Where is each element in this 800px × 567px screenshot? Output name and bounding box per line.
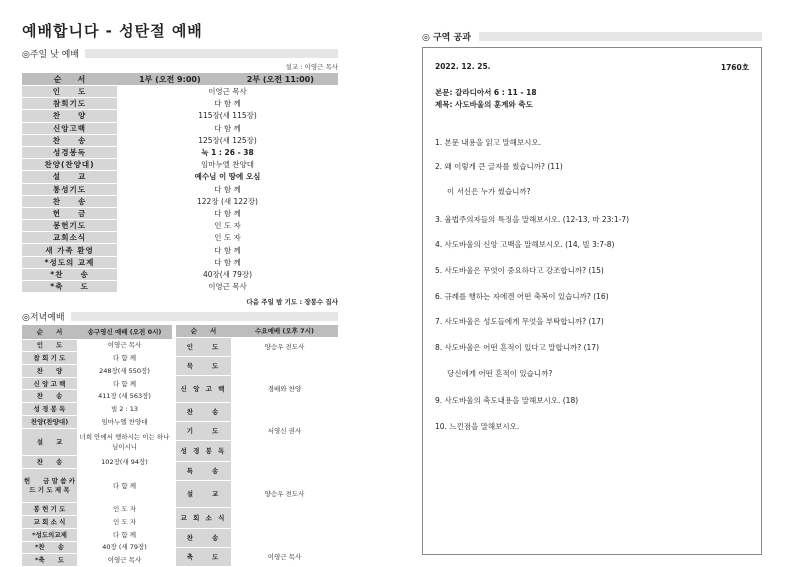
table-row xyxy=(176,481,338,508)
col-second: 2부 (오전 11:00) xyxy=(223,73,338,86)
table-row xyxy=(22,122,338,134)
section-bar xyxy=(71,312,338,321)
table-row xyxy=(22,268,338,280)
order-label: 교 회 소 식 xyxy=(22,516,77,529)
table-header-row xyxy=(176,325,338,338)
table-row xyxy=(176,403,338,422)
table-row xyxy=(22,195,338,207)
order-label: *성도의교제 xyxy=(22,528,77,541)
table-row xyxy=(22,232,338,244)
order-value: 다 함 께 xyxy=(117,183,338,195)
lesson-date: 2022. 12. 25. xyxy=(435,62,491,71)
question-item: 5. 사도바울은 무엇이 중요하다고 강조합니까? (15) xyxy=(435,266,604,275)
table-row xyxy=(22,528,172,541)
order-label: 성 경 봉 독 xyxy=(22,403,77,416)
order-value: 115장(새 115장) xyxy=(117,110,338,122)
question-item: 7. 사도바울은 성도들에게 무엇을 부탁합니까? (17) xyxy=(435,317,604,326)
order-value xyxy=(231,403,338,422)
order-value: 눅 1 : 26 - 38 xyxy=(117,146,338,158)
table-row xyxy=(22,415,172,428)
order-label: 특 송 xyxy=(176,462,231,481)
table-row xyxy=(22,256,338,268)
order-value: 40장(새 79장) xyxy=(117,268,338,280)
order-value: 예수님 이 땅에 오심 xyxy=(117,171,338,183)
table-row xyxy=(22,516,172,529)
lesson-subject: 제목: 사도바울의 훈계와 축도 xyxy=(435,100,533,109)
section-bar xyxy=(85,49,338,58)
evening-section-header xyxy=(22,310,338,323)
table-row xyxy=(22,86,338,98)
lesson-box xyxy=(422,47,762,555)
order-label: 묵 도 xyxy=(176,357,231,376)
table-row xyxy=(22,541,172,554)
table-row xyxy=(22,456,172,469)
table-header-row xyxy=(22,325,172,339)
order-label: 교회소식 xyxy=(22,232,117,244)
order-value: 다 함 께 xyxy=(77,469,172,503)
table-row xyxy=(22,207,338,219)
order-label: 신 앙 고 백 xyxy=(176,376,231,403)
order-value: 102장(새 94장) xyxy=(77,456,172,469)
order-value xyxy=(231,529,338,548)
issue-number: 1760호 xyxy=(720,63,749,72)
order-label: 통성기도 xyxy=(22,183,117,195)
table-row xyxy=(22,244,338,256)
order-value: 다 함 께 xyxy=(117,244,338,256)
order-value: 경배와 찬양 xyxy=(231,376,338,403)
order-label: *찬 송 xyxy=(22,268,117,280)
lesson-title: ◎ 구역 공과 xyxy=(422,33,471,43)
order-label: 찬 송 xyxy=(22,195,117,207)
order-value: 이영근 목사 xyxy=(77,339,172,352)
table-row xyxy=(22,134,338,146)
order-label: 인 도 xyxy=(22,86,117,98)
order-value: 인 도 자 xyxy=(77,516,172,529)
order-label: 봉헌기도 xyxy=(22,220,117,232)
order-value xyxy=(231,508,338,529)
table-header-row xyxy=(22,73,338,86)
order-value xyxy=(231,462,338,481)
table-row xyxy=(22,469,172,503)
table-row xyxy=(22,281,338,293)
order-label: 찬 송 xyxy=(176,529,231,548)
table-row xyxy=(22,377,172,390)
lesson-passage xyxy=(435,87,749,111)
order-value: 248장(새 550장) xyxy=(77,365,172,378)
order-label: 찬 양 xyxy=(22,365,77,378)
order-value: 빌 2 : 13 xyxy=(77,403,172,416)
order-value xyxy=(231,441,338,462)
question-item: 8. 사도바울은 어떤 흔적이 있다고 말합니까? (17) xyxy=(435,343,600,352)
order-value: 다 함 께 xyxy=(117,256,338,268)
table-row xyxy=(22,220,338,232)
order-label: 찬양(찬양대) xyxy=(22,159,117,171)
col-order: 순 서 xyxy=(22,73,117,86)
col-first: 1부 (오전 9:00) xyxy=(117,73,223,86)
question-item: 1. 본문 내용을 읽고 말해보시오. xyxy=(435,138,542,147)
order-label: 찬 송 xyxy=(22,456,77,469)
order-value: 다 함 께 xyxy=(77,528,172,541)
lesson-section-header xyxy=(422,30,762,43)
order-label: 설 교 xyxy=(22,171,117,183)
table-row xyxy=(176,508,338,529)
question-item: 당신에게 어떤 흔적이 있습니까? xyxy=(447,369,553,378)
question-item: 10. 느낀점을 말해보시오. xyxy=(435,422,520,431)
order-label: 참 회 기 도 xyxy=(22,352,77,365)
order-value: 임마누엘 찬양대 xyxy=(117,159,338,171)
table-row xyxy=(22,98,338,110)
order-label: 새 가족 환영 xyxy=(22,244,117,256)
order-value: 이영근 목사 xyxy=(117,281,338,293)
morning-service-table xyxy=(22,73,338,293)
morning-section-header xyxy=(22,47,338,60)
order-value: 이영근 목사 xyxy=(117,86,338,98)
order-label: *성도의 교제 xyxy=(22,256,117,268)
order-label: *축 도 xyxy=(22,281,117,293)
order-label: 교 회 소 식 xyxy=(176,508,231,529)
order-label: 설 교 xyxy=(176,481,231,508)
table-row xyxy=(22,428,172,456)
lesson-header xyxy=(435,62,749,73)
order-label: 찬양(찬양대) xyxy=(22,415,77,428)
order-value: 너희 안에서 행하시는 이는 하나님이시니 xyxy=(77,428,172,456)
order-label: 찬 송 xyxy=(22,390,77,403)
order-label: 신 앙 고 백 xyxy=(22,377,77,390)
order-label: 성경봉독 xyxy=(22,146,117,158)
scripture-text: 본문: 갈라디아서 6 : 11 - 18 xyxy=(435,88,537,97)
section-bar xyxy=(479,32,762,41)
order-value: 양승우 전도사 xyxy=(231,481,338,508)
order-value: 다 함 께 xyxy=(77,377,172,390)
question-item: 이 서신은 누가 썼습니까? xyxy=(447,187,531,196)
order-label: 찬 양 xyxy=(22,110,117,122)
order-value: 122장 (새 122장) xyxy=(117,195,338,207)
table-row xyxy=(22,110,338,122)
order-label: 인 도 xyxy=(176,338,231,357)
col-service: 수요예배 (오후 7시) xyxy=(231,325,338,338)
question-item: 3. 율법주의자들의 특징을 말해보시오. (12-13, 마 23:1-7) xyxy=(435,215,630,224)
table-row xyxy=(176,376,338,403)
table-row xyxy=(22,352,172,365)
table-row xyxy=(22,365,172,378)
order-value: 이영근 목사 xyxy=(231,548,338,567)
order-label: 축 도 xyxy=(176,548,231,567)
left-page xyxy=(22,20,338,567)
right-page xyxy=(422,30,762,555)
question-item: 6. 규례를 행하는 자에겐 어떤 축복이 있습니까? (16) xyxy=(435,292,609,301)
order-value: 인 도 자 xyxy=(117,232,338,244)
table-row xyxy=(176,441,338,462)
table-row xyxy=(176,462,338,481)
order-label: *찬 송 xyxy=(22,541,77,554)
table-row xyxy=(176,529,338,548)
col-order: 순 서 xyxy=(22,325,77,339)
table-row xyxy=(22,171,338,183)
question-item: 9. 사도바울의 축도내용을 말해보시오. (18) xyxy=(435,396,579,405)
table-row xyxy=(176,357,338,376)
next-prayer-line: 다음 주일 밤 기도 : 장봉수 집사 xyxy=(246,298,338,307)
order-label: 봉 헌 기 도 xyxy=(22,503,77,516)
order-label: 설 교 xyxy=(22,428,77,456)
morning-section-label: ◎주일 낮 예배 xyxy=(22,50,80,60)
order-value: 40장 (새 79장) xyxy=(77,541,172,554)
table-row xyxy=(22,554,172,567)
order-value: 다 함 께 xyxy=(117,98,338,110)
table-row xyxy=(22,183,338,195)
order-label: 헌 금 xyxy=(22,207,117,219)
question-item: 2. 왜 이렇게 큰 글자를 썼습니까? (11) xyxy=(435,162,563,171)
evening-section-label: ◎저녁예배 xyxy=(22,313,65,324)
order-value: 임마누엘 찬양대 xyxy=(77,415,172,428)
order-label: 헌 금 말 씀 카 드 기 도 제 목 xyxy=(22,469,77,503)
order-value: 다 함 께 xyxy=(77,352,172,365)
evening-tables xyxy=(22,325,338,567)
order-label: 기 도 xyxy=(176,422,231,441)
order-label: *축 도 xyxy=(22,554,77,567)
order-value xyxy=(231,357,338,376)
table-row xyxy=(22,146,338,158)
order-label: 인 도 xyxy=(22,339,77,352)
col-service: 송구영신 예배 (오전 0시) xyxy=(77,325,172,339)
table-row xyxy=(22,503,172,516)
order-label: 신앙고백 xyxy=(22,122,117,134)
table-row xyxy=(176,422,338,441)
wednesday-service-table xyxy=(176,325,338,567)
col-order: 순 서 xyxy=(176,325,231,338)
order-value: 125장(새 125장) xyxy=(117,134,338,146)
order-label: 찬 송 xyxy=(176,403,231,422)
order-value: 411장 (새 563장) xyxy=(77,390,172,403)
order-value: 양승우 전도사 xyxy=(231,338,338,357)
new-year-service-table xyxy=(22,325,172,567)
page-title: 예배합니다 - 성탄절 예배 xyxy=(22,22,203,40)
table-row xyxy=(176,338,338,357)
order-value: 서영신 권사 xyxy=(231,422,338,441)
order-label: 참회기도 xyxy=(22,98,117,110)
table-row xyxy=(176,548,338,567)
preacher-line: 설교 : 이영근 목사 xyxy=(285,63,338,71)
table-row xyxy=(22,339,172,352)
order-label: 찬 송 xyxy=(22,134,117,146)
order-value: 다 함 께 xyxy=(117,207,338,219)
table-row xyxy=(22,390,172,403)
order-value: 다 함 께 xyxy=(117,122,338,134)
order-value: 이영근 목사 xyxy=(77,554,172,567)
order-label: 성 경 봉 독 xyxy=(176,441,231,462)
question-item: 4. 사도바울의 신앙 고백을 말해보시오. (14, 빌 3:7-8) xyxy=(435,240,615,249)
table-row xyxy=(22,403,172,416)
order-value: 인 도 자 xyxy=(117,220,338,232)
order-value: 인 도 자 xyxy=(77,503,172,516)
table-row xyxy=(22,159,338,171)
